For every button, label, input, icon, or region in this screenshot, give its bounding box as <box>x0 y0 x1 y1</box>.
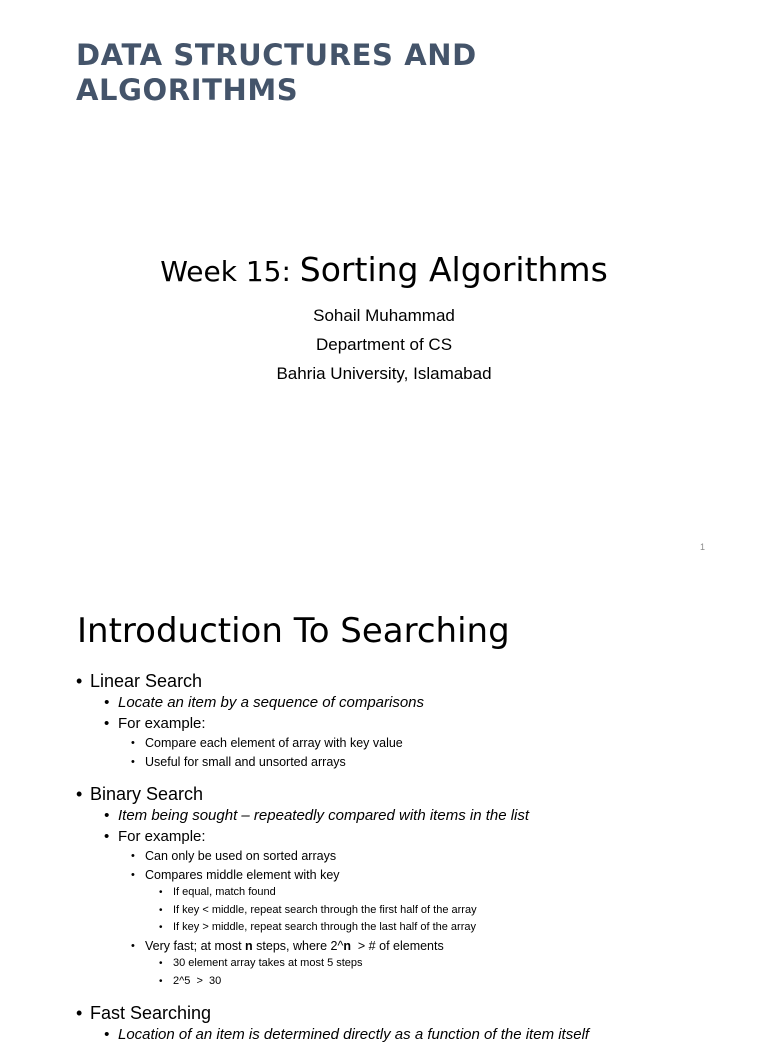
university: Bahria University, Islamabad <box>276 364 492 383</box>
ex3-pre: Very fast; at most <box>145 938 246 953</box>
bullet-binary-greater: • If key > middle, repeat search through the last half of the array <box>0 919 768 937</box>
bullet-linear-search: • Linear Search <box>0 670 768 692</box>
ex3-n1: n <box>245 938 253 953</box>
bullet-fast-desc: • Location of an item is determined directly as a function of the item itself <box>0 1024 768 1045</box>
bullet-fast-search: • Fast Searching <box>0 1002 768 1024</box>
bullet-binary-less: • If key < middle, repeat search through the first half of the array <box>0 902 768 920</box>
bullet-binary-desc: • Item being sought – repeatedly compared with items in the list <box>0 805 768 826</box>
searching-slide <box>0 590 768 1043</box>
author-name: Sohail Muhammad <box>313 306 455 325</box>
author-block <box>0 303 768 390</box>
bullet-binary-steps: • 30 element array takes at most 5 steps <box>0 955 768 973</box>
bullet-binary-search: • Binary Search <box>0 783 768 805</box>
bullet-binary-example: • For example: <box>0 826 768 847</box>
bullet-linear-desc: • Locate an item by a sequence of comparisons <box>0 692 768 713</box>
department: Department of CS <box>315 335 453 354</box>
bullet-binary-power: • 2^5 > 30 <box>0 973 768 991</box>
ex3-n2: n <box>343 938 351 953</box>
week-topic: Sorting Algorithms <box>299 250 608 289</box>
ex3-mid: steps, where 2^ <box>252 938 344 953</box>
slide-number: 1 <box>700 542 706 552</box>
ex3-post: > # of elements <box>350 938 444 953</box>
slide-title: Introduction To Searching <box>77 611 510 651</box>
bullet-list <box>0 666 768 1045</box>
bullet-linear-example-2: • Useful for small and unsorted arrays <box>0 753 768 772</box>
bullet-binary-example-3 <box>0 937 768 956</box>
bullet-linear-example-1: • Compare each element of array with key value <box>0 734 768 753</box>
bullet-binary-equal: • If equal, match found <box>0 884 768 902</box>
week-prefix: Week 15: <box>160 255 300 288</box>
course-title: DATA STRUCTURES AND ALGORITHMS <box>76 38 477 107</box>
bullet-binary-example-1: • Can only be used on sorted arrays <box>0 847 768 866</box>
bullet-binary-example-2: • Compares middle element with key <box>0 866 768 885</box>
bullet-linear-example: • For example: <box>0 713 768 734</box>
week-title <box>0 250 768 289</box>
